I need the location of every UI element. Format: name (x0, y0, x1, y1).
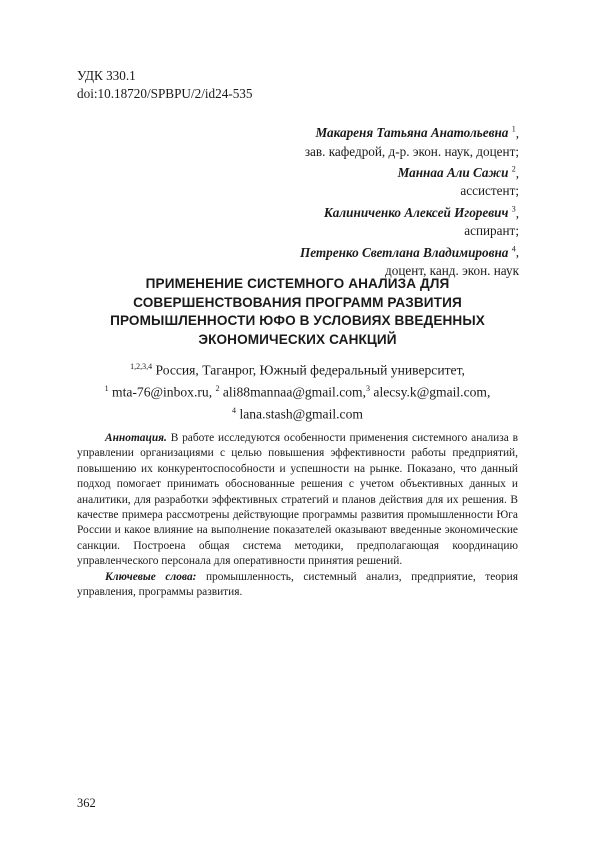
email-link: alecsy.k@gmail.com, (370, 384, 491, 400)
author-title: зав. кафедрой, д-р. экон. наук, доцент; (304, 143, 519, 159)
author-name: Макареня Татьяна Анатольевна $^1$, (315, 125, 519, 141)
email-link: lana.stash@gmail.com (236, 406, 363, 422)
author-block (300, 121, 519, 280)
doi: doi:10.18720/SPBPU/2/id24-535 (77, 86, 253, 101)
author-title: аспирант; (464, 223, 519, 239)
keywords-text: промышленность, системный анализ, предприятие, теория управления, программы развития. (77, 570, 518, 599)
affiliation-block (77, 358, 518, 424)
abstract-section (77, 431, 518, 600)
author-name: Маннаа Али Сажи $^2$, (397, 164, 519, 181)
keywords-label: Ключевые слова: (105, 570, 197, 583)
author-name: Калиниченко Алексей Игоревич $^3$, (323, 204, 519, 220)
email-link: mta-76@inbox.ru, (108, 384, 216, 400)
author-title: доцент, канд. экон. наук (385, 262, 519, 278)
udk-code: УДК 330.1 (77, 68, 136, 83)
paper-title: ПРИМЕНЕНИЕ СИСТЕМНОГО АНАЛИЗА ДЛЯ СОВЕРШЕНСТВОВАНИЯ ПРОГРАММ РАЗВИТИЯ ПРОМЫШЛЕННОСТИ ЮФО В УСЛОВИЯХ ВВЕДЕННЫХ ЭКОНОМИЧЕСКИХ САНКЦИЙ (110, 276, 485, 347)
keywords-paragraph (77, 570, 518, 601)
author-title: ассистент; (460, 183, 519, 199)
abstract-paragraph (77, 431, 518, 570)
author-name: Петренко Светлана Владимировна $^4$, (299, 244, 519, 260)
affiliation-place: $^{1,2,3,4}$ Россия, Таганрог, Южный федеральный университет, (130, 362, 465, 378)
author-emails: $^1$ mta-76@inbox.ru, $^2$ ali88mannaa@gmail.com,$^3$ alecsy.k@gmail.com, (104, 384, 491, 400)
abstract-label: Аннотация. (105, 432, 167, 444)
author-emails: $^4$ lana.stash@gmail.com (232, 406, 363, 422)
paper-identifiers (77, 67, 253, 103)
email-link: ali88mannaa@gmail.com, (219, 384, 367, 400)
page-number: 362 (77, 796, 96, 810)
abstract-text: В работе исследуются особенности применения системного анализа в управлении организациями с целью повышения эффективности работы предприятий, повышению их конкурентоспособности и успешности на рынке. Показано, что данный подход помогает принимать обоснованные решения с учетом объективных данных и аналитики, для разработки эффективных стратегий и планов действия для их решения. В качестве примера рассмотрены действующие программы развития промышленности Юга России и какое влияние на выполнение показателей оказывают введенные экономические санкции. Построена общая система методики, предполагающая координацию управленческого персонала для оперативности принятия решений. (77, 432, 518, 568)
